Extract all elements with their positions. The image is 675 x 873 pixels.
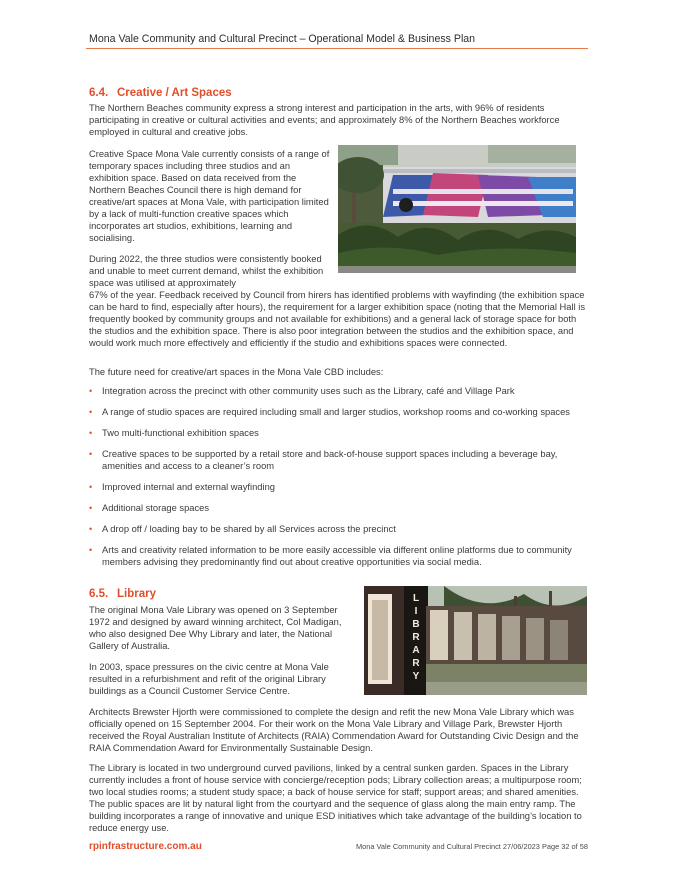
bullet-icon: • [89, 449, 93, 459]
creative-space-illustration [338, 145, 576, 273]
list-item [89, 385, 589, 397]
creative-needs-list [89, 385, 589, 577]
list-item-text: Additional storage spaces [102, 503, 210, 513]
library-sign-letter: Y [412, 671, 420, 682]
library-sign-letter: R [412, 658, 420, 669]
list-item [89, 502, 589, 514]
header-divider [86, 48, 588, 49]
library-photo [364, 586, 587, 695]
bullet-icon: • [89, 407, 93, 417]
future-need-intro: The future need for creative/art spaces in the Mona Vale CBD includes: [89, 367, 384, 377]
list-item-text: Creative spaces to be supported by a retail store and back-of-house support spaces including a beverage bay, amenities and access to a cleaner’s room [102, 449, 558, 471]
library-sign [405, 592, 427, 683]
list-item [89, 544, 589, 568]
list-item-text: A drop off / loading bay to be shared by all Services across the precinct [102, 524, 396, 534]
creative-intro-paragraph: The Northern Beaches community express a strong interest and participation in the arts, with 96% of residents participating in creative or cultural activities and events; and approximately 8% of the Northern Beaches workforce employed in cultural and creative jobs. [89, 103, 560, 137]
list-item-text: Two multi-functional exhibition spaces [102, 428, 259, 438]
list-item [89, 406, 589, 418]
library-sign-letter: A [412, 645, 420, 656]
creative-paragraph-2-wrapped: During 2022, the three studios were consistently booked and unable to meet current demand, whilst the exhibition space was utilised at approximately [89, 254, 324, 288]
list-item-text: Improved internal and external wayfinding [102, 482, 275, 492]
bullet-icon: • [89, 524, 93, 534]
footer-page-info: Mona Vale Community and Cultural Precinct 27/06/2023 Page 32 of 58 [356, 842, 588, 851]
library-paragraph-4: The Library is located in two underground curved pavilions, linked by a central sunken garden. Spaces in the Library currently includes a front of house service with concierge/reception pods; Library collection areas; a multipurpose room; two local studies rooms; a student study space; a back of house service for staff; support areas; and shared amenities. The public spaces are lit by natural light from the courtyard and the sequence of glass along the main entry ramp. The building incorporates a range of innovative and unique ESD initiatives which take advantage of the building’s location to reduce energy use. [89, 763, 582, 833]
library-paragraph-3: Architects Brewster Hjorth were commissioned to complete the design and refit the new Mona Vale Library which was officially opened on 15 September 2004. For their work on the Mona Vale Library and Village Park, Brewster Hjorth received the Royal Australian Institute of Architects (RAIA) Commendation Award for Outstanding Civic Design and the RAIA Commendation Award for Environmentally Sustainable Design. [89, 707, 579, 753]
creative-paragraph-2-continued: 67% of the year. Feedback received by Council from hirers has identified problems with wayfinding (the exhibition space can be hard to find, especially after hours), the requirement for a larger exhibition space (noting that the Memorial Hall is frequently booked by community groups and not available for exhibitions) and a general lack of storage space for both the studios and the exhibition space. There is also poor integration between the studios and the exhibition space, and would work much more effectively and efficiently if the studio and exhibitions spaces were connected. [89, 290, 585, 348]
section-number: 6.5. [89, 588, 109, 600]
library-sign-letter: B [412, 619, 420, 630]
library-sign-letter: L [412, 593, 420, 604]
footer-website-link[interactable]: rpinfrastructure.com.au [89, 841, 202, 852]
bullet-icon: • [89, 428, 93, 438]
section-heading-library [89, 588, 156, 600]
bullet-icon: • [89, 386, 93, 396]
bullet-icon: • [89, 482, 93, 492]
library-sign-letter: I [414, 606, 418, 617]
list-item-text: Arts and creativity related information to be more easily accessible via different online platforms due to community members advising they predominantly find out about creative opportunities via social media. [102, 545, 572, 567]
list-item [89, 523, 589, 535]
section-heading-creative-spaces [89, 87, 232, 99]
bullet-icon: • [89, 545, 93, 555]
list-item [89, 427, 589, 439]
list-item [89, 481, 589, 493]
header-title: Mona Vale Community and Cultural Precinct – Operational Model & Business Plan [89, 33, 476, 45]
library-paragraph-1: The original Mona Vale Library was opened on 3 September 1972 and designed by award winning architect, Col Madigan, who also designed Dee Why Library and later, the National Gallery of Australia. [89, 605, 342, 651]
creative-space-photo [338, 145, 576, 273]
library-paragraph-2: In 2003, space pressures on the civic centre at Mona Vale resulted in a refurbishment and refit of the original Library buildings as a Council Customer Service Centre. [89, 662, 329, 696]
section-title: Creative / Art Spaces [117, 87, 232, 99]
section-title: Library [117, 588, 156, 600]
creative-paragraph-1: Creative Space Mona Vale currently consists of a range of temporary spaces including three studios and an exhibition space. Based on data received from the Northern Beaches Council there is high demand for creative/art spaces at Mona Vale, with participation limited by a lack of multi-function creative spaces which incorporates art studios, exhibitions, learning and socialising. [89, 149, 330, 243]
library-sign-letter: R [412, 632, 420, 643]
bullet-icon: • [89, 503, 93, 513]
section-number: 6.4. [89, 87, 109, 99]
library-illustration [364, 586, 587, 695]
list-item [89, 448, 589, 472]
list-item-text: Integration across the precinct with other community uses such as the Library, café and Village Park [102, 386, 515, 396]
list-item-text: A range of studio spaces are required including small and larger studios, workshop rooms and co-working spaces [102, 407, 570, 417]
